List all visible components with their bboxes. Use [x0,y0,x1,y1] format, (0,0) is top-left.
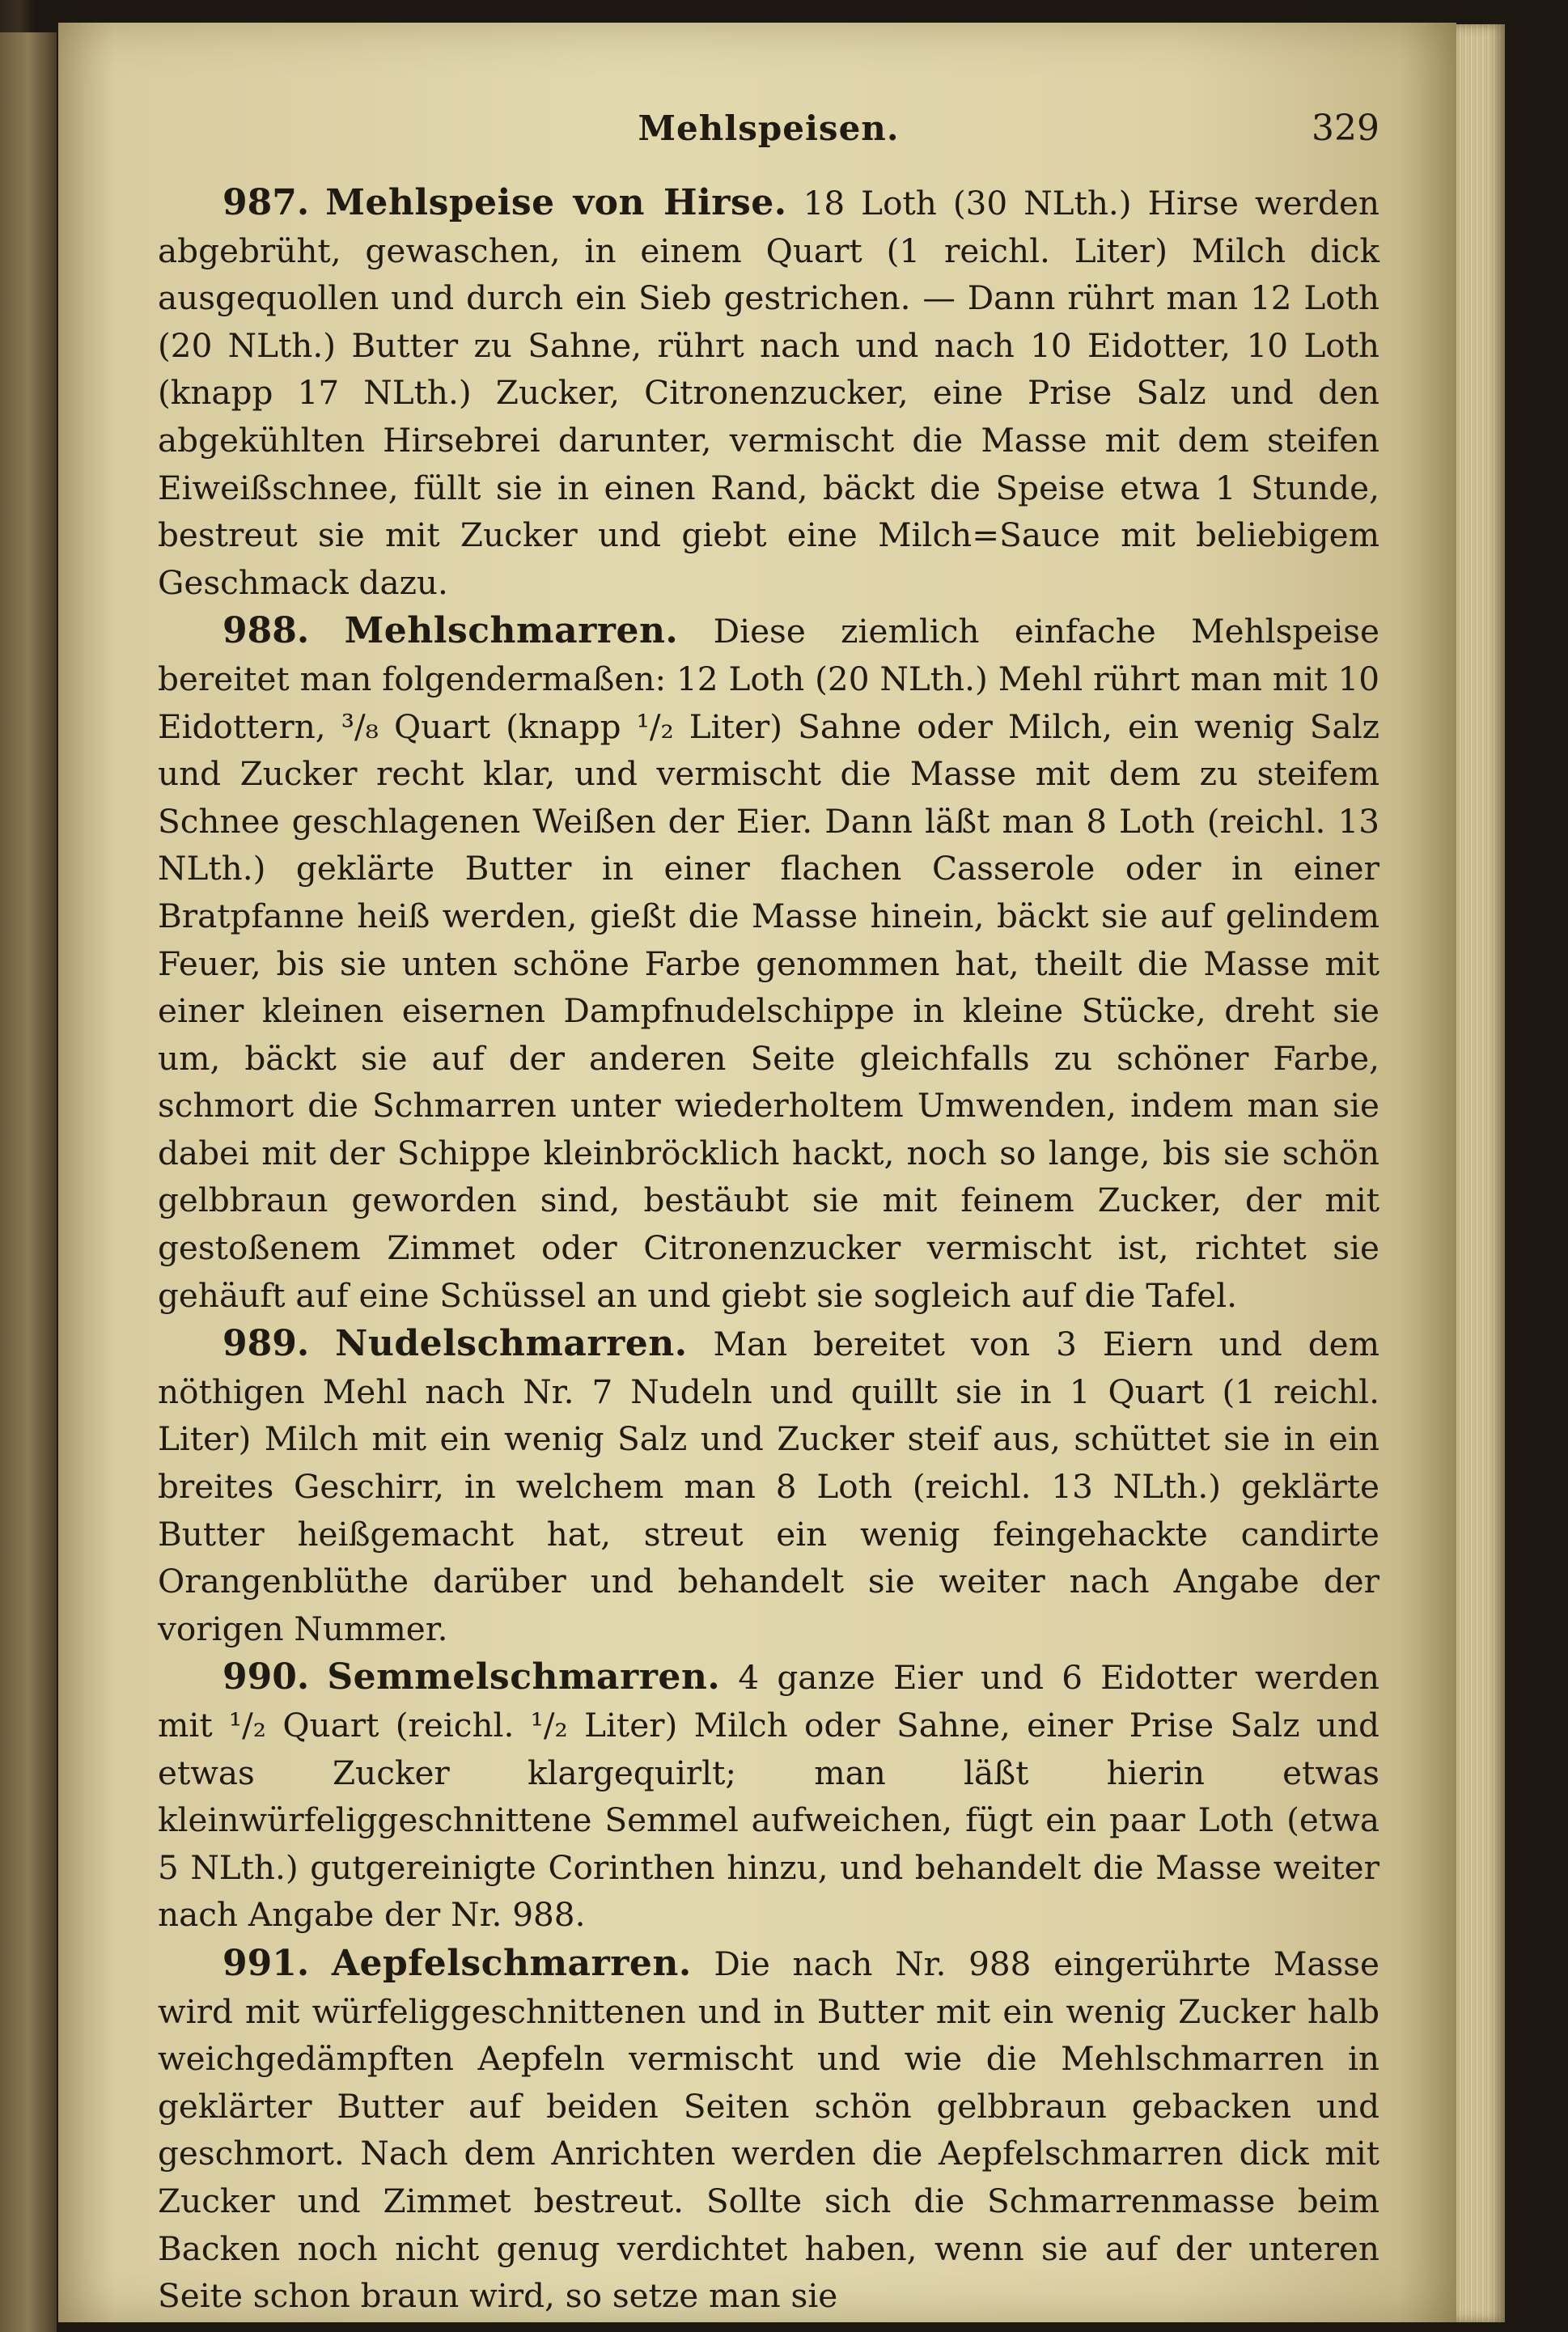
recipe-991 [158,1940,1379,2320]
recipe-990 [158,1654,1379,1939]
running-head: Mehlspeisen. [638,108,900,148]
recipe-text: Die nach Nr. 988 eingerührte Masse wird mit würfeliggeschnittenen und in Butter mit ein wenig Zucker halb weichgedämpften Aepfeln vermischt und wie die Mehlschmarren in geklärter Butter auf beiden Seiten schön gelbbraun gebacken und geschmort. Nach dem Anrichten werden die Aepfelschmarren dick mit Zucker und Zimmet bestreut. Sollte sich die Schmarrenmasse beim Backen noch nicht genug verdichtet haben, wenn sie auf der unteren Seite schon braun wird, so setze man sie [158,1944,1379,2316]
recipe-text: 4 ganze Eier und 6 Eidotter werden mit ¹/₂ Quart (reichl. ¹/₂ Liter) Milch oder Sahne, einer Prise Salz und etwas Zucker klargequirlt; man läßt hierin etwas kleinwürfeliggeschnittene Semmel aufweichen, fügt ein paar Loth (etwa 5 NLth.) gutgereinigte Corinthen hinzu, und behandelt die Masse weiter nach Angabe der Nr. 988. [158,1658,1380,1935]
recipe-title: Aepfelschmarren. [331,1942,692,1984]
recipe-number: 988. [222,610,310,652]
recipe-988 [158,608,1379,1319]
recipe-989 [158,1321,1379,1652]
recipe-title: Semmelschmarren. [327,1656,721,1698]
recipe-987 [158,180,1379,606]
recipe-number: 991. [222,1942,310,1984]
recipe-text: 18 Loth (30 NLth.) Hirse werden abgebrüht, gewaschen, in einem Quart (1 reichl. Liter) Milch dick ausgequollen und durch ein Sieb gestrichen. — Dann rührt man 12 Loth (20 NLth.) Butter zu Sahne, rührt nach und nach 10 Eidotter, 10 Loth (knapp 17 NLth.) Zucker, Citronenzucker, eine Prise Salz und den abgekühlten Hirsebrei darunter, vermischt die Masse mit dem steifen Eiweißschnee, füllt sie in einen Rand, bäckt die Speise etwa 1 Stunde, bestreut sie mit Zucker und giebt eine Milch=Sauce mit beliebigem Geschmack dazu. [158,184,1380,602]
recipe-title: Mehlschmarren. [344,610,679,652]
page-stack-edge [1456,24,1505,2322]
recipe-number: 987. [222,182,310,223]
page-content [158,105,1379,2321]
facing-page-edge [0,32,57,2332]
recipe-number: 989. [222,1323,310,1365]
recipe-title: Nudelschmarren. [335,1323,688,1365]
recipe-title: Mehlspeise von Hirse. [325,182,787,223]
recipe-text: Man bereitet von 3 Eiern und dem nöthigen Mehl nach Nr. 7 Nudeln und quillt sie in 1 Quart (1 reichl. Liter) Milch mit ein wenig Salz und Zucker steif aus, schüttet sie in ein breites Geschirr, in welchem man 8 Loth (reichl. 13 NLth.) geklärte Butter heißgemacht hat, streut ein wenig feingehackte candirte Orangenblüthe darüber und behandelt sie weiter nach Angabe der vorigen Nummer. [158,1325,1380,1648]
recipe-number: 990. [222,1656,310,1698]
page-header [158,105,1379,162]
recipe-text: Diese ziemlich einfache Mehlspeise bereitet man folgendermaßen: 12 Loth (20 NLth.) Mehl rührt man mit 10 Eidottern, ³/₈ Quart (knapp ¹/₂ Liter) Sahne oder Milch, ein wenig Salz und Zucker recht klar, und vermischt die Masse mit dem zu steifem Schnee geschlagenen Weißen der Eier. Dann läßt man 8 Loth (reichl. 13 NLth.) geklärte Butter in einer flachen Casserole oder in einer Bratpfanne heiß werden, gießt die Masse hinein, bäckt sie auf gelindem Feuer, bis sie unten schöne Farbe genommen hat, theilt die Masse mit einer kleinen eisernen Dampfnudelschippe in kleine Stücke, dreht sie um, bäckt sie auf der anderen Seite gleichfalls zu schöner Farbe, schmort die Schmarren unter wiederholtem Umwenden, indem man sie dabei mit der Schippe kleinbröcklich hackt, noch so lange, bis sie schön gelbbraun geworden sind, bestäubt sie mit feinem Zucker, der mit gestoßenem Zimmet oder Citronenzucker vermischt ist, richtet sie gehäuft auf eine Schüssel an und giebt sie sogleich auf die Tafel. [158,612,1380,1315]
page-number: 329 [1312,108,1379,149]
